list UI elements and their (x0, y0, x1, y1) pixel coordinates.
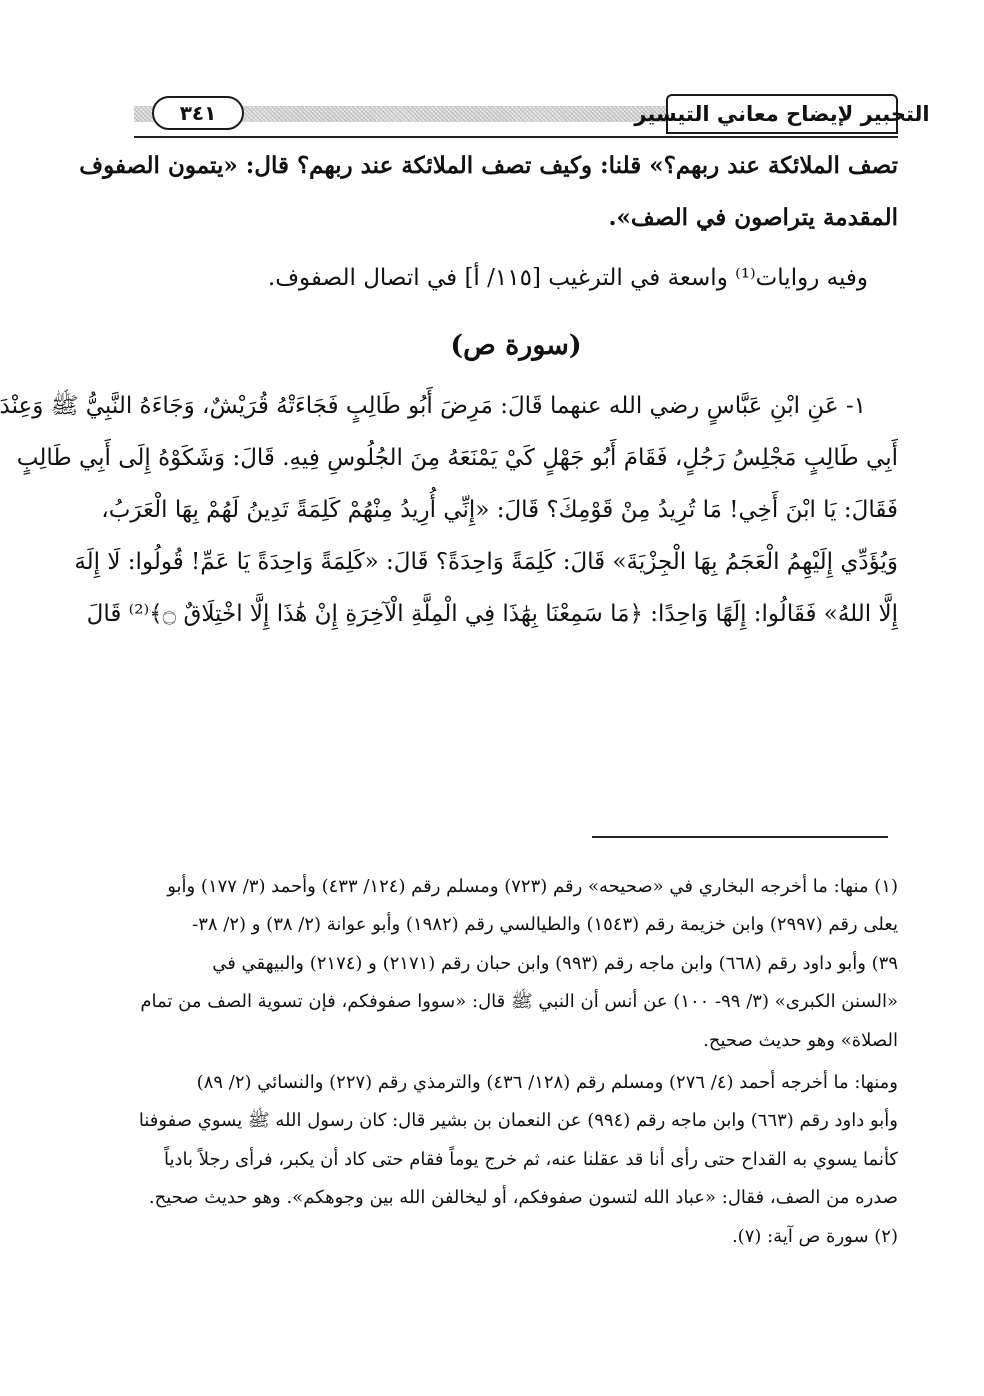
footnote-separator (592, 836, 888, 838)
footnotes (134, 868, 898, 1256)
header-rule (134, 136, 898, 138)
hadith-line: إِلَّا اللهُ» فَقَالُوا: إِلَهًا وَاحِدًا: ﴿مَا سَمِعْنَا بِهَٰذَا فِي الْمِلَّةِ الْآخِرَةِ إِنْ هَٰذَا إِلَّا اخْتِلَاقٌ ۝﴾⁽²⁾ قَالَ (86, 601, 898, 627)
paragraph-line: المقدمة يتراصون في الصف». (608, 204, 898, 231)
footnote-line: (١) منها: ما أخرجه البخاري في «صحيحه» رقم (٧٢٣) ومسلم رقم (١٢٤/ ٤٣٣) وأحمد (٣/ ١٧٧) وأبو (167, 876, 898, 897)
footnote-line: وأبو داود رقم (٦٦٣) وابن ماجه رقم (٩٩٤) عن النعمان بن بشير قال: كان رسول الله ﷺ يسوي صفوفنا (138, 1110, 898, 1132)
running-title: التحبير لإيضاح معاني التيسير (634, 102, 930, 126)
main-text (0, 140, 898, 640)
footnote-line: الصلاة» وهو حديث صحيح. (703, 1029, 898, 1051)
page-header (134, 90, 930, 138)
running-title-box (634, 94, 930, 134)
footnote-line: (٢) سورة ص آية: (٧). (731, 1225, 898, 1247)
footnote-line: ٣٩) وأبو داود رقم (٦٦٨) وابن ماجه رقم (٩٩٣) وابن حبان رقم (٢١٧١) و (٢١٧٤) والبيهقي في (212, 952, 898, 974)
footnote-line: ومنها: ما أخرجه أحمد (٤/ ٢٧٦) ومسلم رقم (١٢٨/ ٤٣٦) والترمذي رقم (٢٢٧) والنسائي (٢/ ٨٩) (196, 1072, 898, 1094)
page-number: ٣٤١ (179, 101, 217, 125)
footnote-line: كأنما يسوي به القداح حتى رأى أنا قد عقلنا عنه، ثم خرج يوماً فقام حتى كاد أن يكبر، فرأى رجلاً بادياً (163, 1148, 898, 1170)
hadith-line: فَقَالَ: يَا ابْنَ أَخِي! مَا تُرِيدُ مِنْ قَوْمِكَ؟ قَالَ: «إِنِّي أُرِيدُ مِنْهُمْ كَلِمَةً تَدِينُ لَهُمْ بِهَا الْعَرَبُ، (101, 497, 898, 523)
section-title: (سورة ص) (450, 330, 582, 361)
paragraph-line: وفيه روايات⁽¹⁾ واسعة في الترغيب [١١٥/ أ] في اتصال الصفوف. (267, 265, 868, 291)
hadith-block (0, 380, 898, 640)
hadith-line: وَيُؤَدِّي إِلَيْهِمُ الْعَجَمُ بِهَا الْجِزْيَةَ» قَالَ: كَلِمَةً وَاحِدَةً؟ قَالَ: «كَلِمَةً وَاحِدَةً يَا عَمِّ! قُولُوا: لَا إِلَهَ (74, 549, 898, 575)
footnote-line: صدره من الصف، فقال: «عباد الله لتسون صفوفكم، أو ليخالفن الله بين وجوهكم». وهو حديث صحيح. (148, 1187, 898, 1209)
hadith-line: أَبِي طَالِبٍ مَجْلِسُ رَجُلٍ، فَقَامَ أَبُو جَهْلٍ كَيْ يَمْنَعَهُ مِنَ الجُلُوسِ فِيهِ. قَالَ: وَشَكَوْهُ إِلَى أَبِي طَالِبٍ (16, 445, 898, 471)
page-number-badge (152, 96, 244, 130)
hadith-line: ١- عَنِ ابْنِ عَبَّاسٍ رضي الله عنهما قَالَ: مَرِضَ أَبُو طَالِبٍ فَجَاءَتْهُ قُرَيْشٌ، وَجَاءَهُ النَّبِيُّ ﷺ وَعِنْدَ (0, 393, 866, 419)
footnote-line: «السنن الكبرى» (٣/ ٩٩- ١٠٠) عن أنس أن النبي ﷺ قال: «سووا صفوفكم، فإن تسوية الصف من تمام (140, 991, 898, 1013)
paragraph-line: تصف الملائكة عند ربهم؟» قلنا: وكيف تصف الملائكة عند ربهم؟ قال: «يتمون الصفوف (79, 152, 898, 179)
footnote-line: يعلى رقم (٢٩٩٧) وابن خزيمة رقم (١٥٤٣) والطيالسي رقم (١٩٨٢) وأبو عوانة (٢/ ٣٨) و (٢/ ٣٨- (192, 914, 898, 936)
